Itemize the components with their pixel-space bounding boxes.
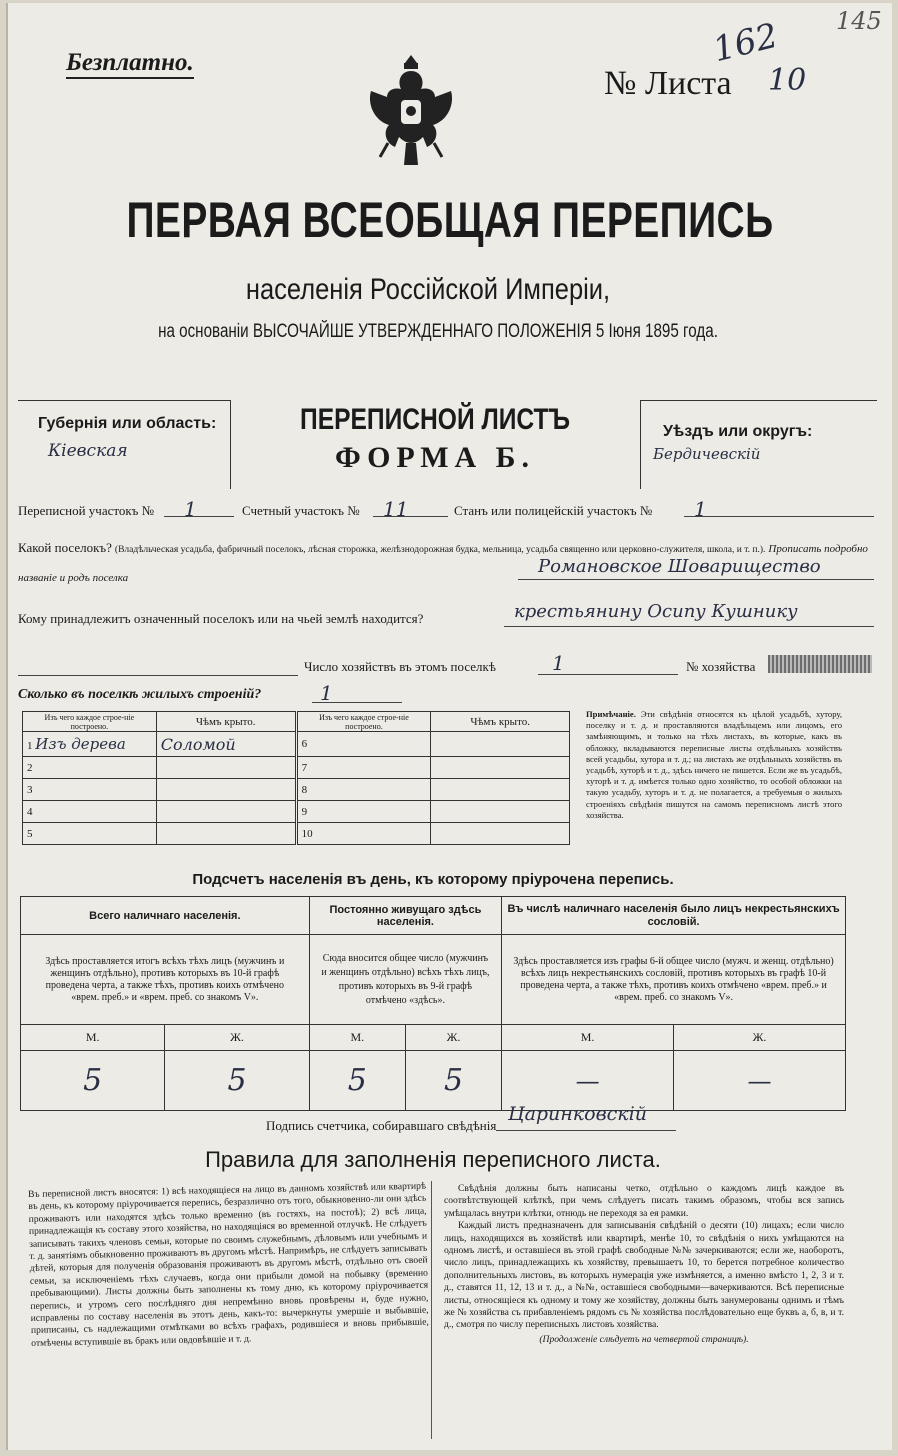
district-label: Уѣздъ или округъ:: [663, 423, 813, 440]
material-value: Изъ дерева: [35, 735, 126, 753]
settlement-instruction: Прописать подробно названіе и родъ поселка: [18, 543, 868, 584]
rules-right-1: Свѣдѣнія должны быть написаны четко, отдѣльно о каждомъ лицѣ каждое въ соотвѣтствующей клѣткѣ, при чемъ слѣдуетъ писать такимъ образомъ, чтобы вся запись умѣщалась внутри клѣтки, отнюдь не переходя за ея рамки.: [444, 1183, 844, 1219]
row-number: 3: [23, 779, 157, 801]
male-header: М.: [309, 1025, 405, 1051]
basis-line: на основаніи ВЫСОЧАЙШЕ УТВЕРЖДЕННАГО ПОЛОЖЕНІЯ 5 Іюня 1895 года.: [158, 321, 718, 342]
roof-value: Соломой: [156, 732, 296, 757]
table-row: [23, 757, 570, 779]
col-material: Изъ чего каждое строе-ніе построено.: [23, 712, 157, 732]
roof-value: [156, 823, 296, 845]
col-total-present: Всего наличнаго населенія.: [21, 897, 310, 935]
table-row: [23, 779, 570, 801]
roof-value: [156, 779, 296, 801]
district-value: Бердичевскій: [653, 445, 761, 463]
buildings-table: [22, 711, 570, 845]
archive-number: 162: [709, 15, 782, 71]
census-district-label: Переписной участокъ №: [18, 503, 155, 518]
roof-value: [431, 732, 570, 757]
roof-value: [431, 801, 570, 823]
province-label: Губернія или область:: [38, 415, 217, 432]
subtitle: населенія Россійской Имперіи,: [245, 273, 611, 306]
rules-left: Въ переписной листъ вносятся: 1) всѣ находящіеся на лицо въ данномъ хозяйствѣ или квартирѣ въ день, къ которому пріурочивается перепись, безразлично отъ того, обыкновенно-ли они здѣсь проживаютъ или находятся здѣсь только временно (въ гостяхъ, на постоѣ); 2) всѣ лица, принадлежащія къ составу этого хозяйства, но находящіяся во временной отлучкѣ. Не слѣдуетъ записывать такихъ членовъ семьи, которые по своимъ служебнымъ, дѣловымъ или учебнымъ и т. д. занятіямъ обыкновенно проживаютъ въ другомъ мѣстѣ. Напримѣръ, не слѣдуетъ записывать дѣтей, которыя для полученія образованія проживаютъ въ другомъ мѣстѣ, отдѣльно отъ своей семьи, за исключеніемъ тѣхъ случаевъ, когда они прибыли домой на побывку (временно пребывающими). Листы должны быть заполнены къ тому дню, къ которому пріурочивается перепись, и утромъ сего послѣдняго дня непремѣнно вновь провѣрены и, буде нужно, исправлены по составу населенія въ этотъ день, какъ-то: вычеркнуты умершіе и выбывшіе, приписаны, съ надлежащими отмѣтками во всѣхъ графахъ, родившіеся и вновь прибывшіе, отмѣчены вступившіе въ бракъ или овдовѣвшіе и т. д.: [28, 1180, 430, 1349]
household-number-label: № хозяйства: [686, 659, 756, 674]
census-district-value: 1: [164, 497, 234, 517]
rules-continued: (Продолженіе слѣдуетъ на четвертой страницѣ).: [539, 1333, 749, 1345]
province-box: [18, 400, 231, 489]
settlement-value: Романовское Шоварищество: [518, 556, 874, 580]
col-permanent-text: Сюда вносится общее число (мужчинъ и женщинъ отдѣльно) всѣхъ тѣхъ лицъ, противъ которыхъ въ 9-й графѣ отмѣчено «здѣсь».: [309, 935, 501, 1025]
signature-label: Подпись счетчика, собиравшаго свѣдѣнія: [266, 1118, 497, 1133]
roof-value: [431, 757, 570, 779]
row-number: 7: [296, 757, 431, 779]
row-number: 8: [296, 779, 431, 801]
buildings-label: Сколько въ поселкѣ жилыхъ строеній?: [18, 687, 262, 702]
total-female-value: 5: [165, 1051, 309, 1111]
main-title: ПЕРВАЯ ВСЕОБЩАЯ ПЕРЕПИСЬ: [126, 192, 774, 248]
rules-right-2: Каждый листъ предназначенъ для записыванія свѣдѣній о десяти (10) лицахъ; если число лицъ, находящихся въ хозяйствѣ или квартирѣ, менѣе 10, то свѣдѣнія о нихъ умѣщаются на одномъ листѣ, и оставшіеся въ этой графѣ свободные №№ зачеркиваются; если же, наоборотъ, число лицъ, принадлежащихъ къ хозяйству, превышаетъ 10, то берется потребное количество дополнительныхъ листовъ, въ которыхъ нумерація уже измѣняется, а именно вмѣсто 1, 2, 3 и т. д., ставятся 11, 12, 13 и т. д., а №№, оставшіеся свободными—вачеркиваются. Всѣ переписные листы, относящіеся къ одному и тому же хозяйству, должны быть занумерованы однимъ и тѣмъ же № хозяйства съ прибавленіемъ рядомъ съ № хозяйства послѣдовательно еще буквъ а, б, в, и т. д., смотря по числу переписныхъ листовъ хозяйства.: [444, 1220, 844, 1331]
col-roof: Чѣмъ крыто.: [156, 712, 296, 732]
signature-value: Царинковскій: [496, 1103, 676, 1131]
rules-title: Правила для заполненія переписного листа.: [205, 1147, 661, 1172]
sheet-title: ПЕРЕПИСНОЙ ЛИСТЪ: [300, 403, 570, 436]
population-count-table: [20, 896, 846, 1111]
form-name: ФОРМА Б.: [334, 441, 536, 474]
roof-value: [431, 779, 570, 801]
note-title: Примѣчаніе.: [586, 709, 636, 719]
census-sheet: [6, 3, 892, 1450]
female-header: Ж.: [674, 1025, 846, 1051]
sheet-number-value: 10: [768, 63, 807, 98]
household-number-stamp: [768, 655, 872, 673]
camp-label: Станъ или полицейскій участокъ №: [454, 503, 653, 518]
note-text: Эти свѣдѣнія относятся къ цѣлой усадьбѣ, хутору, поселку и т. д. и проставляются владѣльцемъ или лицомъ, его замѣняющимъ, и только на тѣхъ листахъ, въ которые, какъ въ обложку, вкладываются переписные листы отдѣльныхъ хозяйствъ всей усадьбы, хутора и т. д.; на листахъ же отдѣльныхъ хозяйствъ въ усадьбѣ, хуторѣ и т. д., здѣсь ничего не пишется. Если же въ усадьбѣ, хуторѣ и т. д. имѣется только одно хозяйство, то особой обложки на такую усадьбу, хуторъ и т. д. не полагается, а требуемыя о жилыхъ строеніяхъ свѣдѣнія пишутся на самомъ переписномъ листѣ этого хозяйства.: [586, 709, 842, 820]
roof-value: [156, 757, 296, 779]
buildings-value: 1: [312, 681, 402, 703]
permanent-male-value: 5: [309, 1051, 405, 1111]
col-non-peasant-text: Здѣсь проставляется изъ графы 6-й общее число (мужч. и женщ. отдѣльно) всѣхъ лицъ некрестьянскихъ сословій, противъ которыхъ въ графѣ 10-й проведена черта, а также тѣхъ, противъ коихъ отмѣчено «врем. преб.» и «врем. преб. со знакомъ V».: [502, 935, 846, 1025]
row-number: 1: [27, 740, 33, 752]
col-roof-2: Чѣмъ крыто.: [431, 712, 570, 732]
row-number: 6: [296, 732, 431, 757]
sheet-number-label: № Листа: [604, 65, 732, 102]
free-label: Безплатно.: [66, 49, 194, 79]
row-number: 9: [296, 801, 431, 823]
row-number: 10: [296, 823, 431, 845]
note: [586, 709, 842, 821]
corner-number: 145: [836, 7, 882, 35]
non-peasant-male-value: —: [502, 1051, 674, 1111]
row-number: 5: [23, 823, 157, 845]
owner-label: Кому принадлежитъ означенный поселокъ или на чьей землѣ находится?: [18, 611, 424, 626]
district-box: [640, 400, 877, 489]
female-header: Ж.: [165, 1025, 309, 1051]
province-value: Кіевская: [48, 441, 128, 461]
non-peasant-female-value: —: [674, 1051, 846, 1111]
male-header: М.: [21, 1025, 165, 1051]
col-permanent: Постоянно живущаго здѣсь населенія.: [309, 897, 501, 935]
permanent-female-value: 5: [405, 1051, 501, 1111]
total-male-value: 5: [21, 1051, 165, 1111]
table-row: [23, 732, 570, 757]
rules-right: [444, 1183, 844, 1346]
counting-district-label: Счетный участокъ №: [242, 503, 360, 518]
count-title: Подсчетъ населенія въ день, къ которому пріурочена перепись.: [192, 871, 674, 888]
row-number: 4: [23, 801, 157, 823]
col-material-2: Изъ чего каждое строе-ніе построено.: [296, 712, 431, 732]
rules-divider: [431, 1181, 432, 1439]
male-header: М.: [502, 1025, 674, 1051]
col-total-text: Здѣсь проставляется итогъ всѣхъ тѣхъ лицъ (мужчинъ и женщинъ отдѣльно), противъ которыхъ въ 10-й графѣ проведена черта, а также тѣхъ, противъ коихъ отмѣчено «врем. преб.» и «врем. преб. со знакомъ V».: [21, 935, 310, 1025]
households-value: 1: [538, 651, 678, 675]
col-non-peasant: Въ числѣ наличнаго населенія было лицъ некрестьянскихъ сословій.: [502, 897, 846, 935]
owner-value: крестьянину Осипу Кушнику: [504, 601, 874, 627]
settlement-hint: (Владѣльческая усадьба, фабричный поселокъ, лѣсная сторожка, желѣзнодорожная будка, мельница, усадьба священно или церковно-служителя, школа, и т. п.).: [114, 545, 766, 555]
blank-line: [18, 661, 298, 676]
double-eagle-emblem-icon: [366, 51, 456, 171]
camp-value: 1: [684, 497, 874, 517]
households-label: Число хозяйствъ въ этомъ поселкѣ: [304, 659, 496, 674]
row-number: 2: [23, 757, 157, 779]
table-row: [23, 801, 570, 823]
roof-value: [156, 801, 296, 823]
roof-value: [431, 823, 570, 845]
table-row: [23, 823, 570, 845]
settlement-label: Какой поселокъ?: [18, 540, 112, 555]
counting-district-value: 11: [373, 497, 448, 517]
female-header: Ж.: [405, 1025, 501, 1051]
